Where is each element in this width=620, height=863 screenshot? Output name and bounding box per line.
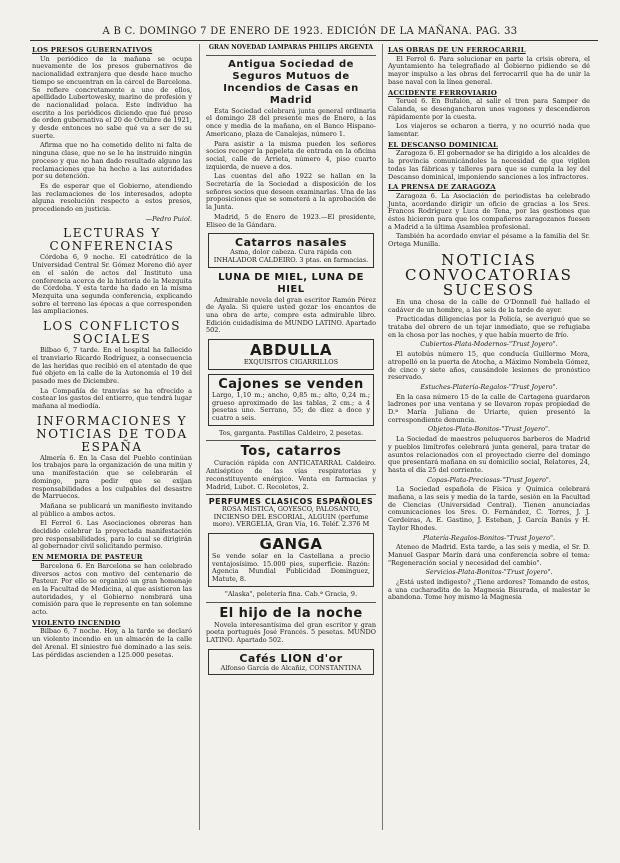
noticias-paragraph: La Sociedad española de Física y Química celebrará mañana, a las seis y media de la tarde, sesión en la Facultad de Ciencias (Universidad Central). Tienen anunciadas comunicaciones los Sres. O. Fernández, C. Torres, J. J. Cerdeiras, A. E. Gastino, J. Esteban, J. García Banús y H. Taylor Rhodes. [388, 485, 590, 532]
lecturas-paragraph: Córdoba 6, 9 noche. El catedrático de la Universidad Central Sr. Gómez Moreno dió ayer en el salón de actos del Instituto una conferencia acerca de la historia de la Mezquita de Córdoba. Y esta tarde ha dado en la misma Mezquita una segunda conferencia, explicando sobre el terreno las épocas a que corresponden las ampliaciones. [32, 253, 192, 316]
descanso-heading: EL DESCANSO DOMINICAL [388, 140, 498, 149]
lion-text: Alfonso García de Alcañiz, CONSTANTINA [220, 663, 362, 672]
hijo-text: Novela interesantísima del gran escritor y gran poeta portugués José Francés. 5 pesetas. MUNDO LATINO. Apartado 502. [206, 620, 376, 644]
catarros-title: Catarros nasales [235, 236, 347, 250]
noticias-paragraph: La Sociedad de maestros peluqueros barberos de Madrid y pueblos limítrofes celebrará junta general, para tratar de asuntos relacionados con el proyectado cierre del domingo que presentará mañana en su domicilio social, Relatores, 24, hasta el día 25 del corriente. [388, 435, 590, 474]
sociedad-heading: Antigua Sociedad de Seguros Mutuos de Incendios de Casas en Madrid [223, 58, 359, 106]
column-3 [388, 44, 590, 604]
column-divider [199, 44, 200, 830]
perfumes-title: PERFUMES CLASICOS ESPAÑOLES [208, 497, 374, 507]
noticias-paragraph: ¿Está usted indigesto? ¿Tiene ardores? Tomando de estos, a una cucharadita de la Magnesia Bisurada, el malestar le abandona. Tome hoy mismo la Magnesia [388, 578, 590, 602]
presos-paragraph: Un periódico de la mañana se ocupa nuevamente de los presos gubernativos de nacionalidad extranjera que desde hace mucho tiempo se encuentran en la cárcel de Barcelona. Se refiere concretamente a uno de ellos, apellidado Lubertowesky, marino de profesión y de nacionalidad polaca. Este individuo ha escrito a los periódicos diciendo que fué preso de orden gubernativa el 20 de Octubre de 1921, y desde entonces no sabe qué va a ser de su suerte. [32, 54, 192, 140]
lion-ad [208, 649, 374, 676]
accidente-paragraph: Teruel 6. En Bufalón, al salir el tren para Samper de Calanda, se desengancharon unos vagones y descendieron rápidamente por la cuesta. [388, 97, 590, 121]
hijo-title: El hijo de la noche [219, 605, 363, 621]
trust-joyero-item: Cubiertos-Plata-Modernos-"Trust Joyero". [420, 340, 558, 349]
tos-line: Tos, garganta. Pastillas Caldeiro, 2 pesetas. [218, 428, 364, 437]
rule [206, 55, 376, 56]
column-2 [206, 44, 376, 679]
prensa-heading: LA PRENSA DE ZARAGOZA [388, 183, 496, 192]
informaciones-paragraph: Almería 6. En la Casa del Pueblo continúan los trabajos para la organización de una mitin y una manifestación que se celebrarán el domingo, para pedir que se exijan responsabilidades a los culpables del desastre de Marruecos. [32, 453, 192, 501]
accidente-heading: ACCIDENTE FERROVIARIO [388, 88, 497, 97]
presos-paragraph: Es de esperar que el Gobierno, atendiendo las reclamaciones de los interesados, adopte alguna resolución respecto a estos presos, procediendo en justicia. [32, 181, 192, 214]
abdulla-ad [208, 339, 374, 370]
noticias-paragraph: En la casa número 15 de la calle de Cartagena guardaron ladrones por una ventana y se llevaron ropas propiedad de D.ª María Juliana de Uriarte, quien presentó la correspondiente denuncia. [388, 392, 590, 424]
catarros-text: Asma, dolor cabeza. Cura rápida con INHALADOR CALDEIRO. 3 ptas. en farmacias. [213, 248, 369, 264]
ganga-text: Se vende solar en la Castellana a precio ventajosísimo. 15.000 pies, superficie. Razón: Agencia Mundial Publicidad Dominguez, Matute, 8. [212, 552, 370, 584]
conflictos-heading: LOS CONFLICTOS SOCIALES [42, 319, 182, 347]
informaciones-paragraph: Mañana se publicará un manifiesto invitando al público a ambos actos. [32, 501, 192, 518]
obras-heading: LAS OBRAS DE UN FERROCARRIL [388, 46, 526, 54]
presos-signature: —Pedro Puiol. [145, 214, 192, 223]
obras-paragraph: El Ferrol 6. Para solucionar en parte la crisis obrera, el Ayuntamiento ha telegrafiado al Gobierno pidiendo se dé mayor impulso a las obras del ferrocarril que ha de unir la base naval con la línea general. [388, 54, 590, 86]
abdulla-title: ABDULLA [250, 341, 332, 360]
descanso-paragraph: Zaragoza 6. El gobernador se ha dirigido a los alcaldes de la provincia comunicándoles la necesidad de que vigilen todas las fábricas y talleres para que se cumpla la ley del Descanso dominical, imponiendo sanciones a los infractores. [388, 149, 590, 181]
sociedad-signature: Madrid, 5 de Enero de 1923.—El presidente, Eliseo de la Gándara. [206, 212, 376, 229]
masthead-rule [30, 40, 598, 41]
presos-heading: LOS PRESOS GUBERNATIVOS [32, 46, 153, 54]
presos-paragraph: Afirma que no ha cometido delito ni falta de ninguna clase, que no se le ha instruido ningún proceso y que no han dado resultado alguno las reclamaciones que ha hecho a las autoridades por su detención. [32, 141, 192, 181]
pasteur-paragraph: Barcelona 6. En Barcelona se han celebrado diversos actos con motivo del centenario de Pasteur. Por ello se organizó un gran homenaje en la Facultad de Medicina, al que asistieron las autoridades, y el Gobierno nombrará una comisión para que le represente en tan solemne acto. [32, 561, 192, 617]
abdulla-subtitle: EXQUISITOS CIGARRILLOS [243, 358, 339, 367]
tos-title: Tos, catarros [240, 444, 342, 460]
luna-text: Admirable novela del gran escritor Ramón Pérez de Ayala. Si quiere usted gozar los encantos de una obra de arte, compre esta admirable libro. Edición cuidadísima de MUNDO LATINO. Apartado 502. [206, 295, 376, 335]
lecturas-heading: LECTURAS Y CONFERENCIAS [49, 226, 175, 254]
cajones-title: Cajones se venden [218, 376, 364, 392]
trust-joyero-item: Estuches-Platería-Regalos-"Trust Joyero". [420, 382, 558, 391]
violento-paragraph: Bilbao 6, 7 noche. Hoy, a la tarde se declaró un violento incendio en un almacén de la calle del Arenal. El siniestro fué dominado a las seis. Las pérdidas ascienden a 125.000 pesetas. [32, 627, 192, 659]
noticias-paragraph: Ateneo de Madrid. Esta tarde, a las seis y media, el Sr. D. Manuel Gaspar Marín dará una conferencia sobre el tema: "Regeneración social y necesidad del cambio". [388, 543, 590, 567]
rule [206, 494, 376, 495]
catarros-ad [208, 233, 374, 267]
pasteur-heading: EN MEMORIA DE PASTEUR [32, 553, 143, 562]
noticias-paragraph: En una chosa de la calle de O'Donnell fué hallado el cadáver de un hombre, a las seis de la tarde de ayer. [388, 297, 590, 314]
sociedad-paragraph: Esta Sociedad celebrará junta general ordinaria el domingo 28 del presente mes de Enero, a las once y media de la mañana, en el Banco Hispano-Americano, plaza de Canalejas, número 1. [206, 106, 376, 138]
rule [206, 440, 376, 441]
trust-joyero-item: Platería-Regalos-Bonitos-"Trust Joyero". [422, 533, 556, 542]
noticias-paragraph: Practicadas diligencias por la Policía, se averiguó que se trataba del obrero de un tejar inmediato, que se refugiaba en la chosa por las noches, y que había muerto de frío. [388, 315, 590, 339]
alaska-line: "Alaska", peletería fina. Cab.ª Gracia, 9. [224, 589, 358, 598]
perfumes-text: ROSA MISTICA, GOYESCO, PALOSANTO, INCIENSO DEL ESCORIAL, ALGUIN (perfume moro). VERGELIA, Gran Vía, 16. Teléf. 2.376 M [212, 504, 370, 529]
column-1 [32, 44, 192, 661]
ganga-title: GANGA [259, 535, 323, 554]
cajones-ad [208, 374, 374, 426]
conflictos-paragraph: La Compañía de tranvías se ha ofrecido a costear los gastos del entierro, que tendrá lugar mañana al mediodía. [32, 386, 192, 411]
noticias-paragraph: El autobús número 15, que conducía Guillermo Mora, atropelló en la puerta de Atocha, a Máximo Nombela Gómez, de cinco y siete años, causándole lesiones de pronóstico reservado. [388, 350, 590, 382]
sociedad-paragraph: Las cuentas del año 1922 se hallan en la Secretaría de la Sociedad a disposición de los señores socios que deseen examinarlas. Una de las proposiciones que se someterá a la aprobación de la Junta. [206, 172, 376, 212]
lion-title: Cafés LION d'or [239, 651, 343, 665]
ganga-ad [208, 533, 374, 587]
prensa-paragraph: También ha acordado enviar el pésame a la familia del Sr. Ortega Munilla. [388, 232, 590, 249]
luna-title: LUNA DE MIEL, LUNA DE HIEL [218, 271, 364, 295]
prensa-paragraph: Zaragoza 6. La Asociación de periodistas ha celebrado Junta, acordando dirigir un oficio de gracias a los Sres. Francos Rodríguez y Luca de Tena, por las gestiones que éstos hicieron para que los compañeros zaragozanos fuesen a Madrid a la última Asamblea profesional. [388, 191, 590, 231]
rule [206, 602, 376, 603]
sociedad-paragraph: Para asistir a la misma pueden los señores socios recoger la papeleta de entrada en la oficina social, calle de Arrieta, número 4, piso cuarto izquierda, de nueve a dos. [206, 139, 376, 171]
masthead: A B C. DOMINGO 7 DE ENERO DE 1923. EDICIÓN DE LA MAÑANA. PAG. 33 [102, 26, 518, 37]
violento-heading: VIOLENTO INCENDIO [32, 618, 121, 627]
cajones-text: Largo, 1,10 m.; ancho, 0,85 m.; alto, 0,24 m.; grueso aproximado de las tablas, 2 cm.; a 4 pesetas uno. Serrano, 55; de diez a doce y cuatro a seis. [212, 390, 370, 422]
informaciones-paragraph: El Ferrol 6. Las Asociaciones obreras han decidido celebrar la proyectada manifestación pro responsabilidades, para lo cual se dirigirán al gobernador civil solicitando permiso. [32, 519, 192, 551]
trust-joyero-item: Objetos-Plata-Bonitos-"Trust Joyero". [427, 425, 551, 434]
trust-joyero-item: Copas-Plata-Preciosas-"Trust Joyero". [427, 475, 551, 484]
conflictos-paragraph: Bilbao 6, 7 tarde. En el hospital ha fallecido el tranviario Ricardo Rodríguez, a consecuencia de las heridas que recibió en el atentado de que fué objeto en la calle de la Autonomía el 19 del pasado mes de Diciembre. [32, 346, 192, 385]
tos-text: Curación rápida con ANTICATARRAL Caldeiro. Antiséptico de las vías respiratorias y reconstituyente enérgico. Venta en farmacias y Madrid, Lubot. C. Recoletos, 2. [206, 459, 376, 491]
noticias-heading: NOTICIAS CONVOCATORIAS SUCESOS [405, 250, 573, 299]
philips-ad: GRAN NOVEDAD LAMPARAS PHILIPS ARGENTA [208, 44, 374, 51]
column-divider [382, 44, 383, 830]
accidente-paragraph: Los viajeros se echaron a tierra, y no ocurrió nada que lamentar. [388, 122, 590, 139]
informaciones-heading: INFORMACIONES Y NOTICIAS DE TODA ESPAÑA [36, 413, 188, 454]
trust-joyero-item: Servicios-Plata-Bonitos-"Trust Joyero". [425, 568, 553, 577]
